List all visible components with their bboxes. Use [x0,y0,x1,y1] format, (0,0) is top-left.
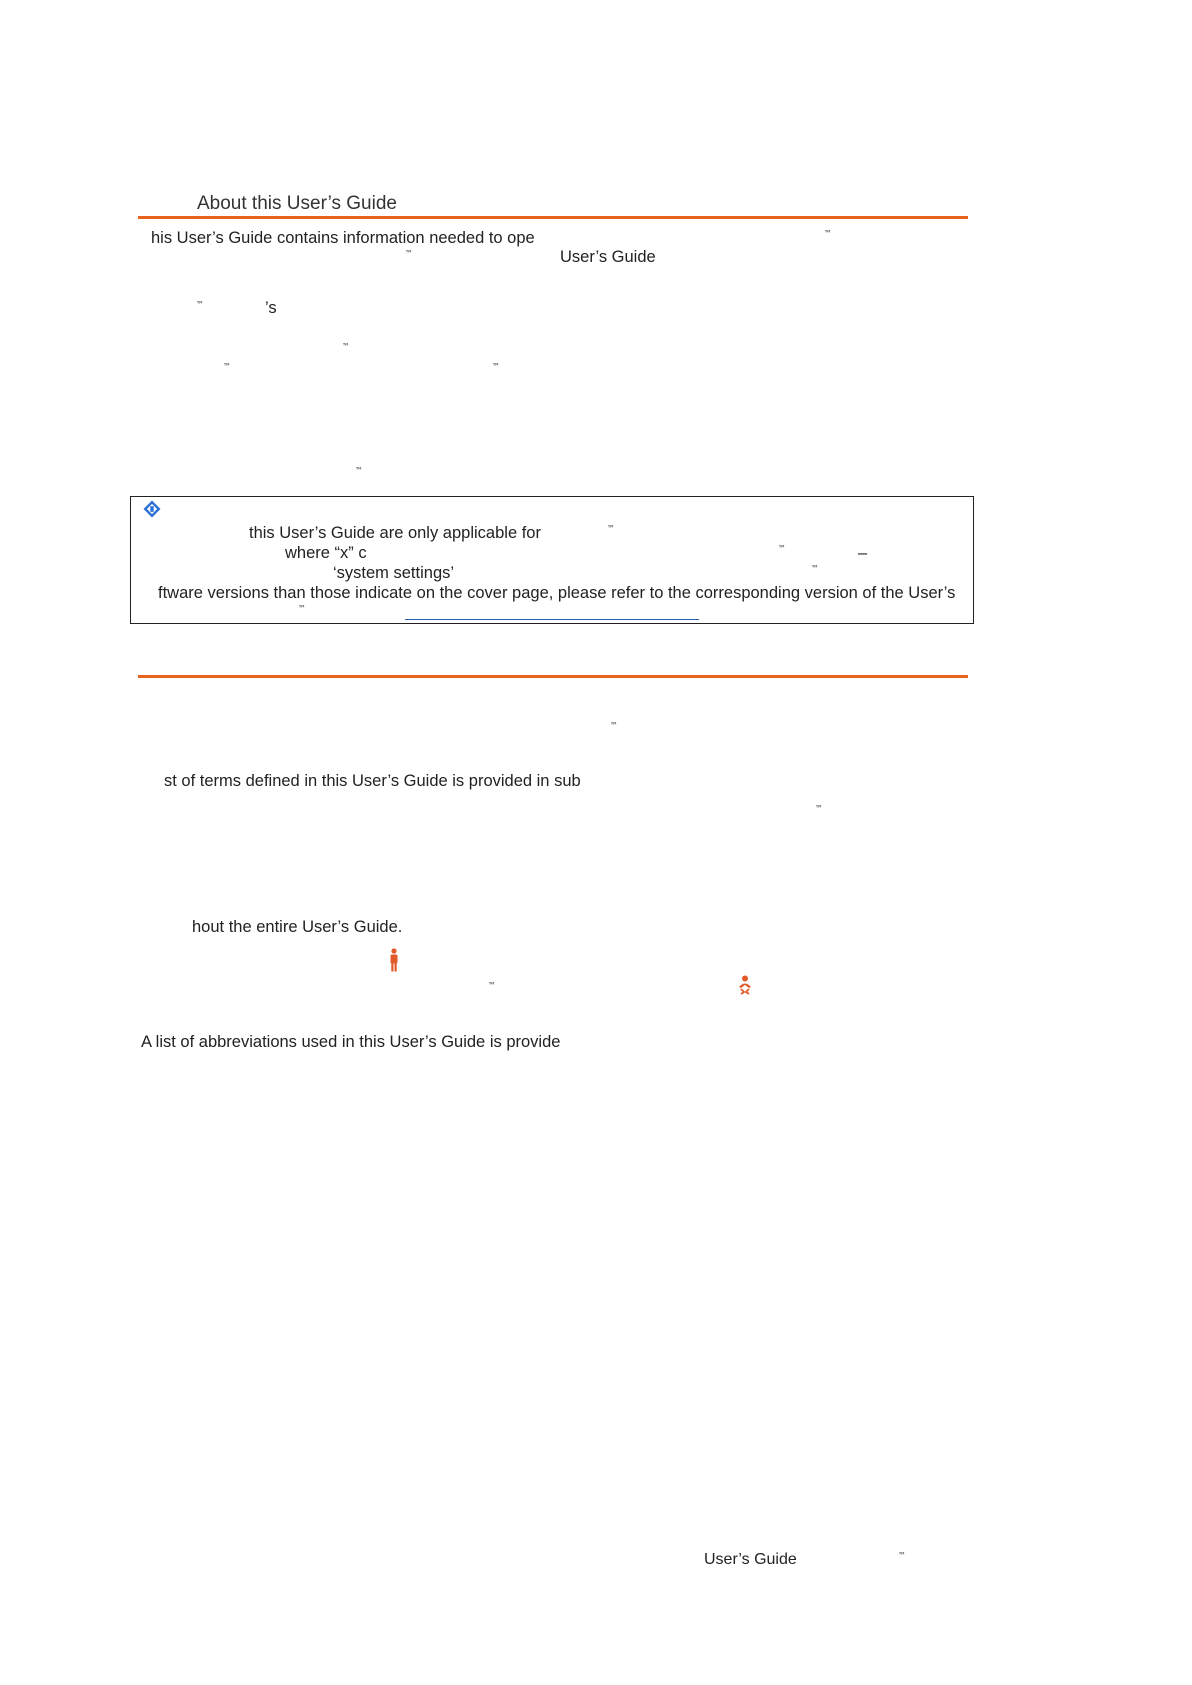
note-line-1: this User’s Guide are only applicable for [249,524,541,542]
trademark-mark: ™ [488,981,496,990]
note-line-2b: – [858,544,868,562]
section-title-rule [138,216,968,219]
terms-line-2: hout the entire User’s Guide. [192,918,403,936]
trademark-mark: ™ [342,342,350,351]
note-box [130,496,974,624]
trademark-mark: ™ [355,466,363,475]
trademark-mark: ™ [811,564,819,573]
section-divider-rule [138,675,968,678]
terms-line-1: st of terms defined in this User’s Guide is provided in sub [164,772,581,790]
abbreviations-line-1: A list of abbreviations used in this User’s Guide is provide [141,1033,561,1051]
intro-line-2: User’s Guide [560,248,656,266]
trademark-mark: ™ [778,544,786,553]
trademark-mark: ™ [610,721,618,730]
info-diamond-icon [142,499,162,519]
trademark-mark: ™ [607,524,615,533]
trademark-mark: ™ [223,362,231,371]
intro-line-1: his User’s Guide contains information needed to ope [151,229,535,247]
trademark-mark: ™ [815,804,823,813]
child-person-icon [737,975,753,995]
intro-line-3: ’s [265,299,277,317]
note-line-2a: where “x” c [285,544,367,562]
note-line-4: ftware versions than those indicate on the cover page, please refer to the corresponding version of the User’s [158,584,956,602]
note-link-underline[interactable] [405,619,699,620]
footer-doc-name: User’s Guide [704,1551,797,1568]
trademark-mark: ™ [492,362,500,371]
trademark-mark: ™ [298,604,306,613]
note-line-3: ‘system settings’ [333,564,455,582]
footer-trademark-mark: ™ [898,1551,906,1560]
trademark-mark: ™ [824,229,832,238]
trademark-mark: ™ [196,300,204,309]
trademark-mark: ™ [405,249,413,258]
adult-person-icon [388,948,400,972]
section-title: About this User’s Guide [197,193,397,214]
